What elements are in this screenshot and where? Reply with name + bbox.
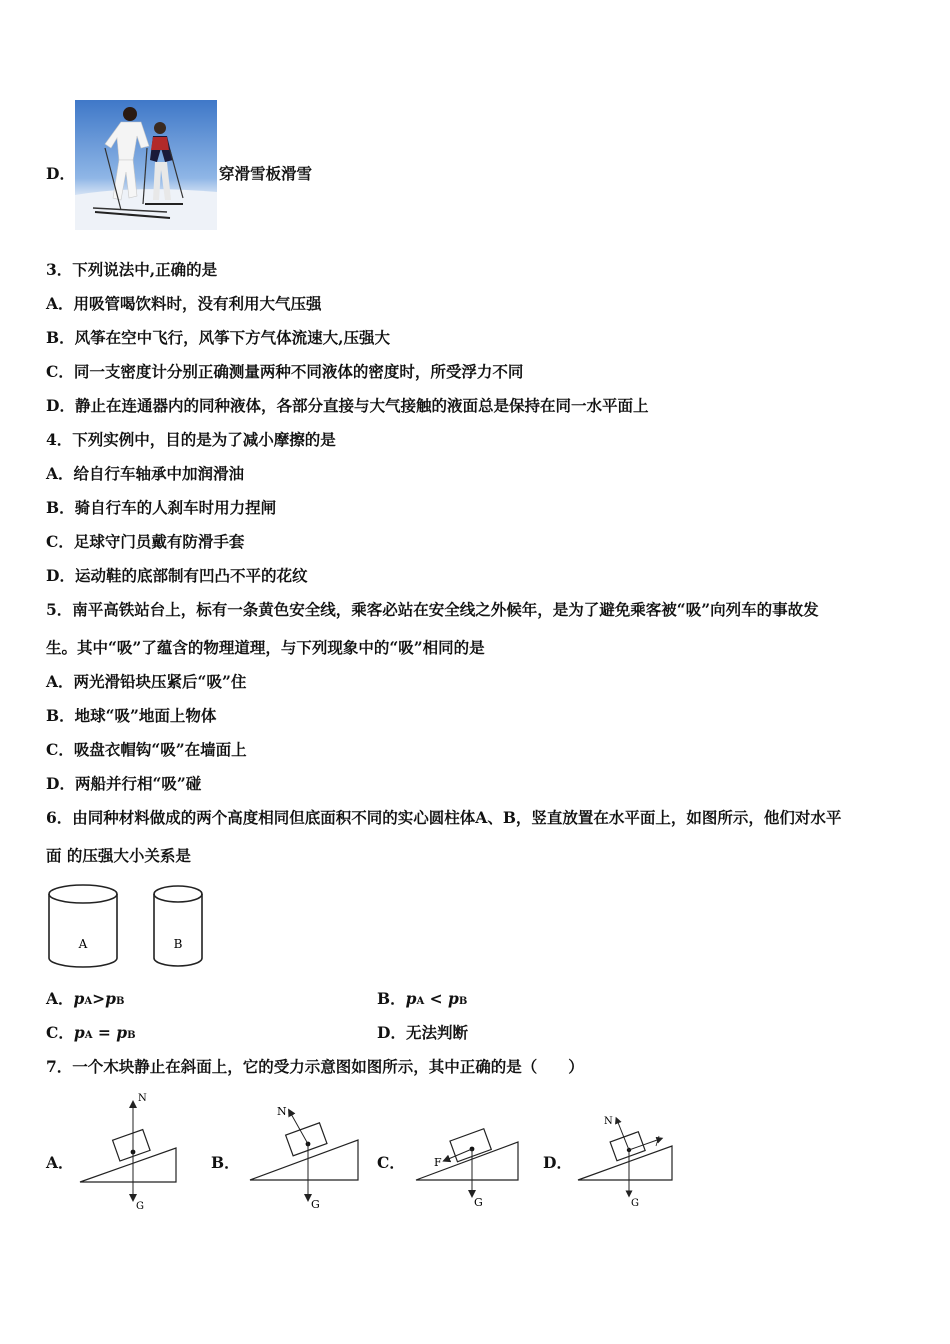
q6-p: p [73,989,85,1008]
cylinder-a-label: A [78,937,88,951]
q6-p: p [73,1023,85,1042]
q7-option-c-label: C． [377,1153,405,1172]
force-g-label: G [631,1198,639,1209]
force-f-label: F [434,1156,442,1169]
force-g-label: G [474,1196,483,1209]
q7-stem: 7．一个木块静止在斜面上，它的受力示意图如图所示，其中正确的是（ ） [46,1057,584,1076]
cylinder-b [154,886,202,966]
q3-option-c: C．同一支密度计分别正确测量两种不同液体的密度时，所受浮力不同 [46,362,524,381]
q6-eq: = [92,1023,117,1042]
q6-stem-line1: 6．由同种材料做成的两个高度相同但底面积不同的实心圆柱体A、B，竖直放置在水平面上，如图所示，他们对水平 [46,808,842,827]
q6-option-d-label: D． [377,1023,406,1042]
q6-gt: > [92,989,106,1008]
q4-option-c: C．足球守门员戴有防滑手套 [46,532,245,551]
q6-option-b-label: B． [377,989,406,1008]
q5-option-a: A．两光滑铅块压紧后“吸”住 [46,672,247,691]
q6-sub-b: B [115,996,125,1007]
q2-option-d-label: D． [46,164,75,183]
q4-option-a: A．给自行车轴承中加润滑油 [46,464,245,483]
q6-p: p [116,1023,128,1042]
q6-sub-a: A [84,996,93,1007]
skiing-photo [75,100,217,230]
force-n-label: N [138,1093,147,1104]
q6-option-c [46,1023,136,1046]
force-n-label: N [604,1116,613,1127]
q6-option-a-label: A． [46,989,74,1008]
incline-diagram-b [246,1098,362,1214]
q4-option-b: B．骑自行车的人刹车时用力捏闸 [46,498,277,517]
cylinders-figure [44,882,214,974]
q5-option-b: B．地球“吸”地面上物体 [46,706,217,725]
q6-option-d-text: 无法判断 [405,1023,468,1042]
q6-option-c-label: C． [46,1023,74,1042]
q3-option-a: A．用吸管喝饮料时，没有利用大气压强 [46,294,322,313]
q7-option-b-label: B． [211,1153,240,1172]
force-n-label: N [277,1105,287,1118]
q3-stem: 3．下列说法中,正确的是 [46,260,218,279]
incline-diagram-a [78,1088,182,1212]
q6-lt: < [424,989,448,1008]
q3-option-b: B．风筝在空中飞行，风筝下方气体流速大,压强大 [46,328,390,347]
q6-sub-a: A [416,996,425,1007]
q5-stem-line1: 5．南平高铁站台上，标有一条黄色安全线，乘客必站在安全线之外候年，是为了避免乘客被“吸”向列车的事故发 [46,600,819,619]
q6-sub-b: B [127,1030,136,1041]
q6-option-b [377,989,467,1012]
cylinder-a [49,885,117,967]
force-g-label: G [136,1201,144,1212]
force-g-label: G [311,1198,320,1211]
q3-option-d: D．静止在连通器内的同种液体，各部分直接与大气接触的液面总是保持在同一水平面上 [46,396,649,415]
q6-option-a [46,989,124,1012]
incline-diagram-c [414,1124,522,1214]
cylinder-b-label: B [173,937,183,951]
q7-option-a-label: A． [46,1153,74,1172]
q5-option-d: D．两船并行相“吸”碰 [46,774,202,793]
q6-stem-line2: 面 的压强大小关系是 [46,846,191,865]
q4-option-d: D．运动鞋的底部制有凹凸不平的花纹 [46,566,308,585]
q4-stem: 4．下列实例中，目的是为了减小摩擦的是 [46,430,336,449]
q6-p: p [448,989,459,1008]
q5-option-c: C．吸盘衣帽钩“吸”在墙面上 [46,740,247,759]
q6-sub-b: B [458,996,468,1007]
q7-option-d-label: D． [543,1153,572,1172]
q5-stem-line2: 生。其中“吸”了蕴含的物理道理，与下列现象中的“吸”相同的是 [46,638,485,657]
q6-p: p [405,989,417,1008]
incline-diagram-d [576,1106,676,1214]
q6-sub-a: A [84,1030,93,1041]
q6-p: p [105,989,116,1008]
q2-option-d-text: 穿滑雪板滑雪 [219,164,313,183]
q6-option-d [377,1023,468,1043]
